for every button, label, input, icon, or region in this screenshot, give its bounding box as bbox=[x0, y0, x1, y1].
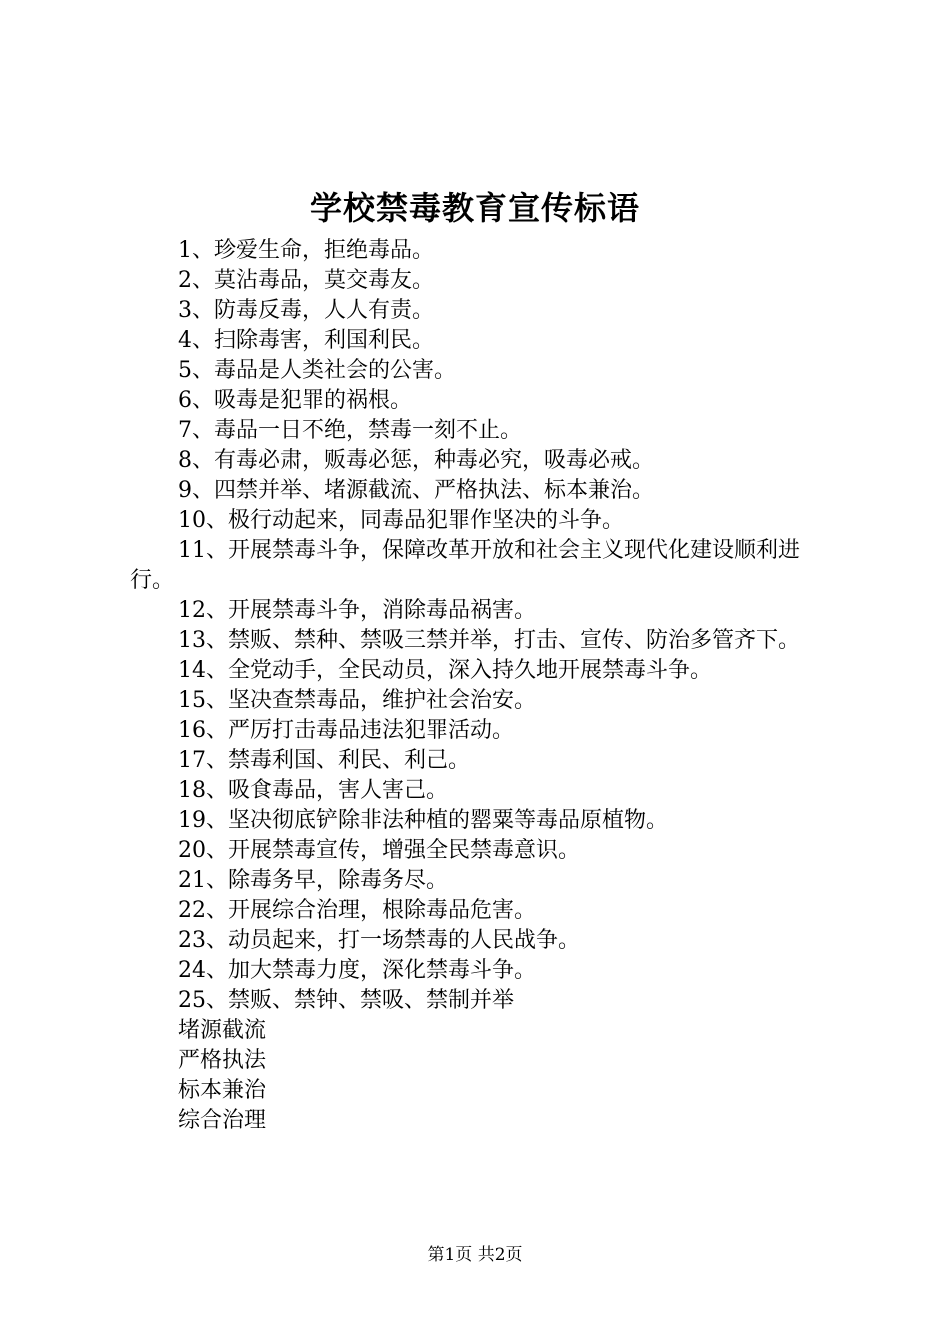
sub-line: 标本兼治 bbox=[178, 1078, 267, 1103]
slogan-item: 23、动员起来，打一场禁毒的人民战争。 bbox=[178, 928, 580, 953]
slogan-item: 2、莫沾毒品，莫交毒友。 bbox=[178, 268, 434, 293]
slogan-item: 19、坚决彻底铲除非法种植的罂粟等毒品原植物。 bbox=[178, 808, 668, 833]
slogan-item: 10、极行动起来，同毒品犯罪作坚决的斗争。 bbox=[178, 508, 624, 533]
slogan-item: 8、有毒必肃，贩毒必惩，种毒必究，吸毒必戒。 bbox=[178, 448, 654, 473]
page-number-footer: 第1页 共2页 bbox=[427, 1245, 523, 1265]
sub-line: 堵源截流 bbox=[178, 1018, 267, 1043]
slogan-item: 11、开展禁毒斗争，保障改革开放和社会主义现代化建设顺利进行。 bbox=[130, 538, 800, 593]
slogan-item: 3、防毒反毒，人人有责。 bbox=[178, 298, 434, 323]
slogan-item: 21、除毒务早，除毒务尽。 bbox=[178, 868, 448, 893]
slogan-item: 1、珍爱生命，拒绝毒品。 bbox=[178, 238, 434, 263]
slogan-item: 18、吸食毒品，害人害己。 bbox=[178, 778, 448, 803]
slogan-item: 13、禁贩、禁种、禁吸三禁并举，打击、宣传、防治多管齐下。 bbox=[178, 628, 800, 653]
sub-line: 严格执法 bbox=[178, 1048, 267, 1073]
slogan-item: 5、毒品是人类社会的公害。 bbox=[178, 358, 456, 383]
slogan-item: 16、严厉打击毒品违法犯罪活动。 bbox=[178, 718, 514, 743]
slogan-item: 20、开展禁毒宣传，增强全民禁毒意识。 bbox=[178, 838, 580, 863]
slogan-item: 12、开展禁毒斗争，消除毒品祸害。 bbox=[178, 598, 536, 623]
sub-line: 综合治理 bbox=[178, 1108, 267, 1133]
slogan-item: 14、全党动手，全民动员，深入持久地开展禁毒斗争。 bbox=[178, 658, 712, 683]
slogan-item: 6、吸毒是犯罪的祸根。 bbox=[178, 388, 412, 413]
slogan-item: 24、加大禁毒力度，深化禁毒斗争。 bbox=[178, 958, 536, 983]
slogan-item: 7、毒品一日不绝，禁毒一刻不止。 bbox=[178, 418, 522, 443]
slogan-item: 25、禁贩、禁钟、禁吸、禁制并举 bbox=[178, 988, 514, 1013]
slogan-item: 17、禁毒利国、利民、利己。 bbox=[178, 748, 470, 773]
slogan-list bbox=[130, 236, 830, 1136]
slogan-item: 15、坚决查禁毒品，维护社会治安。 bbox=[178, 688, 536, 713]
slogan-item: 22、开展综合治理，根除毒品危害。 bbox=[178, 898, 536, 923]
slogan-item: 9、四禁并举、堵源截流、严格执法、标本兼治。 bbox=[178, 478, 654, 503]
slogan-item: 4、扫除毒害，利国利民。 bbox=[178, 328, 434, 353]
document-title: 学校禁毒教育宣传标语 bbox=[309, 189, 640, 227]
